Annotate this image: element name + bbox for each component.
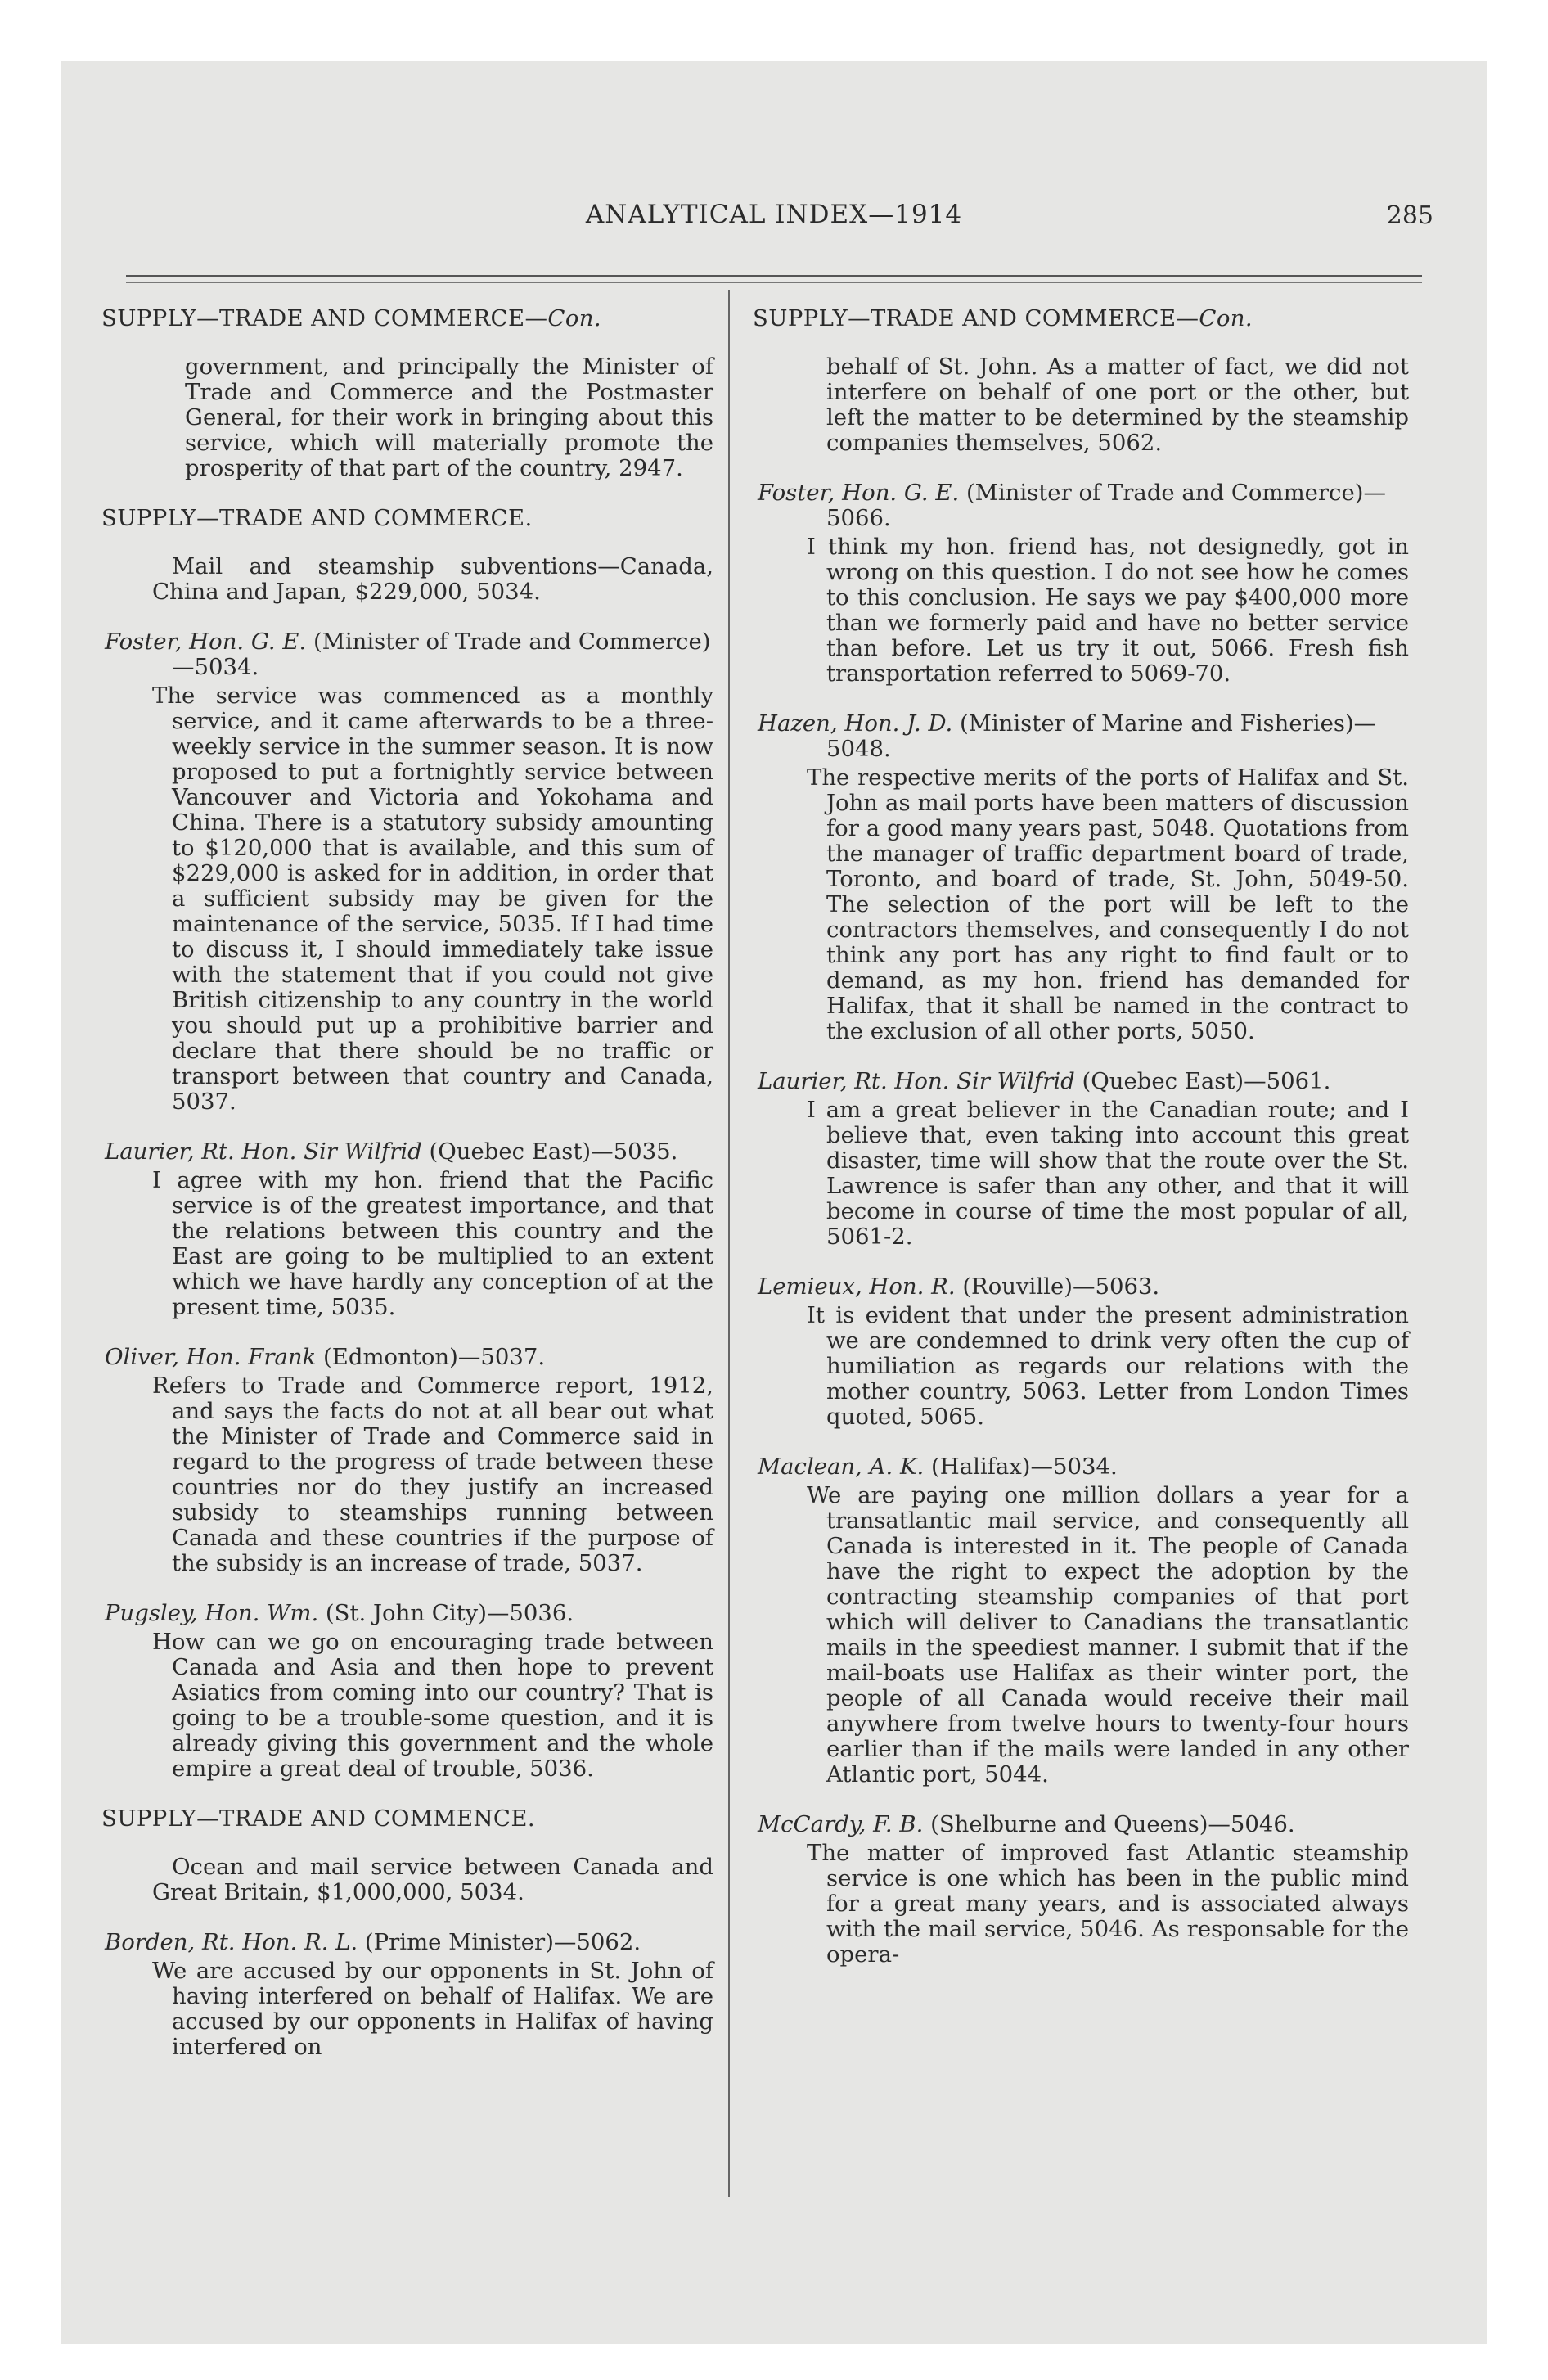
speaker-name: Borden, Rt. Hon. R. L. (Prime Minister)—5062. bbox=[105, 1929, 641, 1955]
entry-text: How can we go on encouraging trade between Canada and Asia and then hope to prevent Asiatics from coming into our country? That is going to be a trouble-some question, and it is already giving this government and the whole empire a great deal of trouble, 5036. bbox=[152, 1629, 713, 1782]
continued-text: government, and principally the Minister of Trade and Commerce and the Postmaster General, for their work in bringing about this service, which will materially promote the prosperity of that part of the country, 2947. bbox=[185, 354, 713, 481]
index-entry bbox=[98, 1930, 713, 2060]
speaker-name: Maclean, A. K. (Halifax)—5034. bbox=[758, 1454, 1118, 1480]
section-heading: SUPPLY—TRADE AND COMMENCE. bbox=[101, 1805, 535, 1832]
entry-text: The respective merits of the ports of Halifax and St. John as mail ports have been matters of discussion for a good many years past, 5048. Quotations from the manager of traffic department board of trade, Toronto, and board of trade, St. John, 5049-50. The selection of the port will be left to the contractors themselves, and consequently I do not think any port has any right to find fault or to demand, as my hon. friend has demanded for Halifax, that it shall be named in the contract to the exclusion of all other ports, 5050. bbox=[807, 764, 1409, 1044]
index-entry bbox=[749, 711, 1409, 1044]
running-title: ANALYTICAL INDEX—1914 bbox=[585, 200, 963, 229]
column-divider bbox=[728, 290, 730, 2197]
speaker-name: Foster, Hon. G. E. (Minister of Trade and Commerce)—5034. bbox=[105, 629, 711, 680]
right-column bbox=[749, 306, 1409, 1992]
entry-text: It is evident that under the present administration we are condemned to drink very often the cup of humiliation as regards our relations with the mother country, 5063. Letter from London Times quoted, 5065. bbox=[807, 1302, 1409, 1430]
index-entry bbox=[749, 1812, 1409, 1968]
section-heading: SUPPLY—TRADE AND COMMERCE—Con. bbox=[753, 305, 1253, 331]
header-rule-thin bbox=[126, 282, 1422, 283]
entry-text: We are paying one million dollars a year for a transatlantic mail service, and consequently all Canada is interested in it. The people of Canada have the right to expect the adoption by the contracting steamship companies of that port which will deliver to Canadians the transatlantic mails in the speediest manner. I submit that if the mail-boats use Halifax as their winter port, the people of all Canada would receive their mail anywhere from twelve hours to twenty-four hours earlier than if the mails were landed in any other Atlantic port, 5044. bbox=[807, 1482, 1409, 1787]
section-description: Ocean and mail service between Canada and Great Britain, $1,000,000, 5034. bbox=[152, 1854, 713, 1905]
section-description: Mail and steamship subventions—Canada, China and Japan, $229,000, 5034. bbox=[152, 553, 713, 605]
left-column bbox=[98, 306, 713, 2085]
index-entry bbox=[749, 1454, 1409, 1787]
entry-text: The service was commenced as a monthly service, and it came afterwards to be a three-weekly service in the summer season. It is now proposed to put a fortnightly service between Vancouver and Victoria and Yokohama and China. There is a statutory subsidy amounting to $120,000 that is available, and this sum of $229,000 is asked for in addition, in order that a sufficient subsidy may be given for the maintenance of the service, 5035. If I had time to discuss it, I should immediately take issue with the statement that if you could not give British citizenship to any country in the world you should put up a prohibitive barrier and declare that there should be no traffic or transport between that country and Canada, 5037. bbox=[152, 683, 713, 1115]
section-heading: SUPPLY—TRADE AND COMMERCE—Con. bbox=[101, 305, 602, 331]
index-entry bbox=[749, 1274, 1409, 1430]
index-entry bbox=[98, 1601, 713, 1782]
scanned-page bbox=[61, 61, 1487, 2344]
entry-text: Refers to Trade and Commerce report, 1912, and says the facts do not at all bear out what the Minister of Trade and Commerce said in regard to the progress of trade between these countries nor do they justify an increased subsidy to steamships running between Canada and these countries if the purpose of the subsidy is an increase of trade, 5037. bbox=[152, 1373, 713, 1576]
speaker-name: McCardy, F. B. (Shelburne and Queens)—5046. bbox=[758, 1811, 1295, 1837]
entry-text: We are accused by our opponents in St. John of having interfered on behalf of Halifax. We are accused by our opponents in Halifax of having interfered on bbox=[152, 1958, 713, 2060]
continued-text: behalf of St. John. As a matter of fact, we did not interfere on behalf of one port or the other, but left the matter to be determined by the steamship companies themselves, 5062. bbox=[826, 354, 1409, 456]
speaker-name: Hazen, Hon. J. D. (Minister of Marine and Fisheries)—5048. bbox=[758, 710, 1377, 762]
speaker-name: Oliver, Hon. Frank (Edmonton)—5037. bbox=[105, 1344, 546, 1370]
index-entry bbox=[98, 629, 713, 1115]
entry-text: I am a great believer in the Canadian route; and I believe that, even taking into account this great disaster, time will show that the route over the St. Lawrence is safer than any other, and that it will become in course of time the most popular of all, 5061-2. bbox=[807, 1097, 1409, 1250]
index-entry bbox=[749, 480, 1409, 687]
section-heading: SUPPLY—TRADE AND COMMERCE. bbox=[101, 505, 533, 531]
header-rule bbox=[126, 275, 1422, 277]
speaker-name: Lemieux, Hon. R. (Rouville)—5063. bbox=[758, 1273, 1160, 1300]
index-entry bbox=[98, 1345, 713, 1576]
index-entry bbox=[749, 1069, 1409, 1250]
page-number: 285 bbox=[1386, 201, 1433, 230]
index-entry bbox=[98, 1139, 713, 1320]
speaker-name: Laurier, Rt. Hon. Sir Wilfrid (Quebec East)—5061. bbox=[758, 1068, 1331, 1094]
entry-text: The matter of improved fast Atlantic steamship service is one which has been in the public mind for a great many years, and is associated always with the mail service, 5046. As responsable for the opera- bbox=[807, 1840, 1409, 1968]
speaker-name: Foster, Hon. G. E. (Minister of Trade and Commerce)—5066. bbox=[758, 480, 1386, 531]
speaker-name: Pugsley, Hon. Wm. (St. John City)—5036. bbox=[105, 1600, 574, 1626]
speaker-name: Laurier, Rt. Hon. Sir Wilfrid (Quebec East)—5035. bbox=[105, 1138, 678, 1165]
entry-text: I agree with my hon. friend that the Pacific service is of the greatest importance, and that the relations between this country and the East are going to be multiplied to an extent which we have hardly any conception of at the present time, 5035. bbox=[152, 1167, 713, 1320]
entry-text: I think my hon. friend has, not designedly, got in wrong on this question. I do not see how he comes to this conclusion. He says we pay $400,000 more than we formerly paid and have no better service than before. Let us try it out, 5066. Fresh fish transportation referred to 5069-70. bbox=[807, 534, 1409, 687]
